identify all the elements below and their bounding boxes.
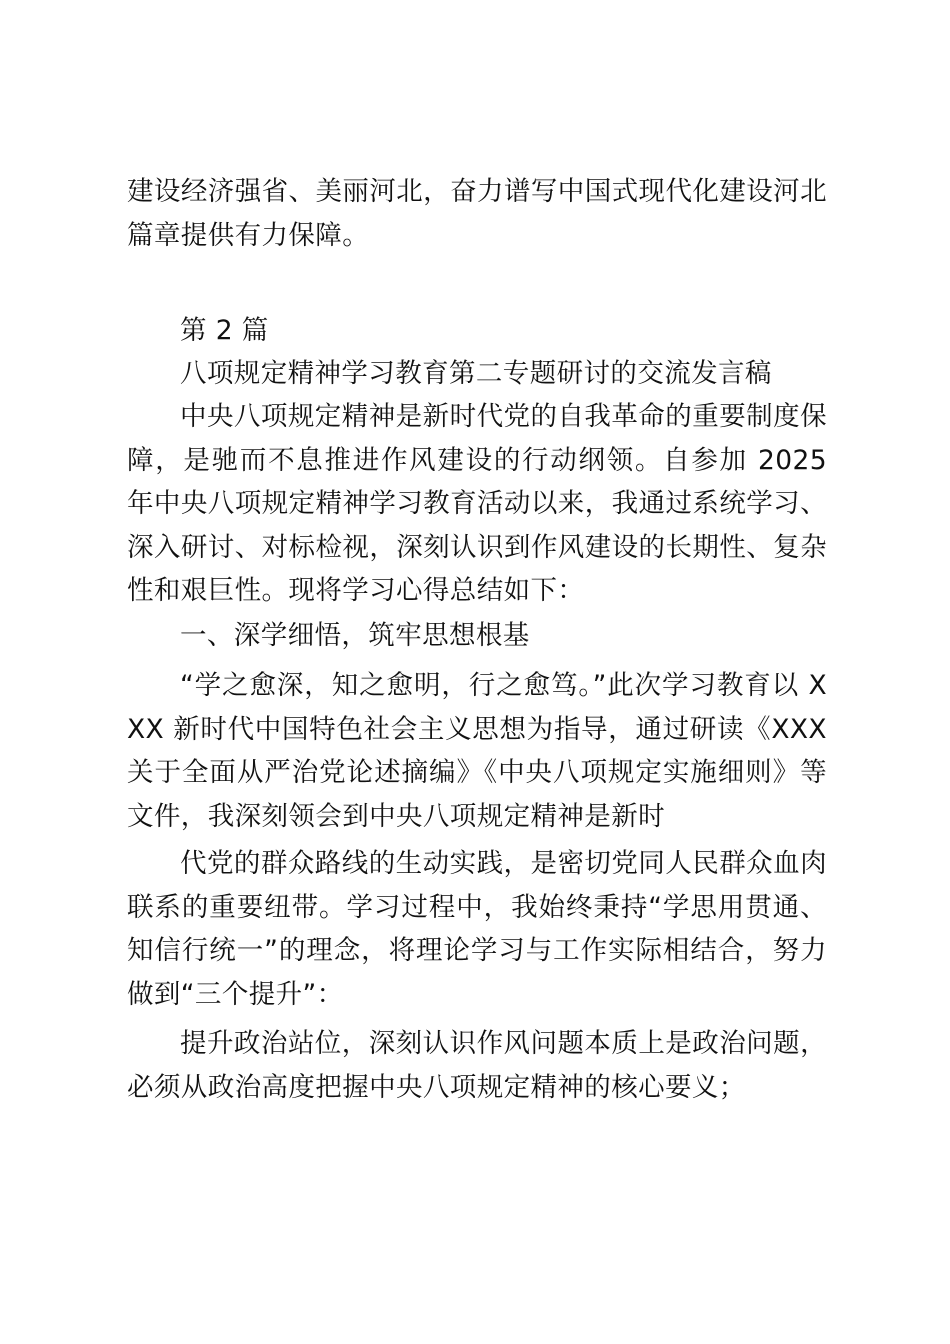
body-paragraph-practice: 代党的群众路线的生动实践，是密切党同人民群众血肉联系的重要纽带。学习过程中，我始终秉持“学思用贯通、知信行统一”的理念，将理论学习与工作实际相结合，努力做到“三个提升”： [127, 848, 827, 1010]
continuation-paragraph: 建设经济强省、美丽河北，奋力谱写中国式现代化建设河北篇章提供有力保障。 [127, 176, 827, 251]
body-paragraph-study: “学之愈深，知之愈明，行之愈笃。”此次学习教育以 XXX 新时代中国特色社会主义思想为指导，通过研读《XXX 关于全面从严治党论述摘编》《中央八项规定实施细则》等文件，我深刻领会到中央八项规定精神是新时 [127, 670, 827, 832]
section-title: 八项规定精神学习教育第二专题研讨的交流发言稿 [180, 358, 772, 389]
body-paragraph-intro: 中央八项规定精神是新时代党的自我革命的重要制度保障，是驰而不息推进作风建设的行动纲领。自参加 2025 年中央八项规定精神学习教育活动以来，我通过系统学习、深入研讨、对标检视，深刻认识到作风建设的长期性、复杂性和艰巨性。现将学习心得总结如下： [127, 401, 827, 606]
body-paragraph-political: 提升政治站位，深刻认识作风问题本质上是政治问题，必须从政治高度把握中央八项规定精神的核心要义； [127, 1028, 827, 1103]
section-label: 第 2 篇 [180, 315, 269, 346]
heading-one: 一、深学细悟，筑牢思想根基 [180, 620, 530, 651]
